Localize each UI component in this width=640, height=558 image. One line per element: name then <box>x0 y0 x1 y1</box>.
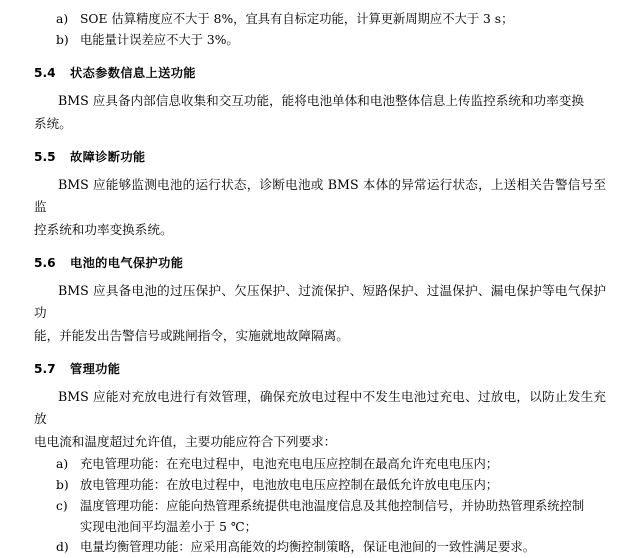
section-title: 管理功能 <box>70 362 121 377</box>
section-paragraph: 电电流和温度超过允许值，主要功能应符合下列要求： <box>34 434 337 450</box>
section-paragraph: 能，并能发出告警信号或跳闸指令，实施就地故障隔离。 <box>34 328 349 344</box>
list-item-text: 电能量计误差应不大于 3%。 <box>80 32 239 47</box>
top-list <box>34 10 606 51</box>
section-heading-5-7 <box>34 360 606 377</box>
section-paragraph: BMS 应具备内部信息收集和交互功能，能将电池单体和电池整体信息上传监控系统和功率变换 <box>58 92 584 108</box>
list-item-text: SOE 估算精度应不大于 8%，宜具有自标定功能，计算更新周期应不大于 3 s； <box>80 12 514 26</box>
list-item-marker: a) <box>56 457 69 472</box>
section-paragraph: BMS 应具备电池的过压保护、欠压保护、过流保护、短路保护、过温保护、漏电保护等电气保护功 <box>34 283 606 320</box>
section-paragraph: 系统。 <box>34 116 72 132</box>
section-heading-5-4 <box>34 64 606 81</box>
list-item <box>34 538 606 558</box>
list-item <box>34 10 606 30</box>
list-item <box>34 31 606 51</box>
section-5-7-list <box>34 455 606 558</box>
list-item-marker: c) <box>56 498 68 513</box>
section-number: 5.6 <box>34 256 56 271</box>
section-number: 5.7 <box>34 362 56 377</box>
section-title: 电池的电气保护功能 <box>70 256 184 271</box>
section-title: 故障诊断功能 <box>70 150 146 165</box>
list-item <box>34 497 606 517</box>
list-item-marker: d) <box>56 539 69 554</box>
section-number: 5.4 <box>34 65 56 80</box>
list-item-text-continuation: 实现电池间平均温差小于 5 ℃； <box>80 519 257 534</box>
section-paragraph: BMS 应能够监测电池的运行状态，诊断电池或 BMS 本体的异常运行状态，上送相关告警信号至监 <box>34 177 606 214</box>
list-item-marker: b) <box>56 32 69 47</box>
list-item-marker: b) <box>56 477 69 492</box>
list-item-text: 放电管理功能：在放电过程中，电池放电电压应控制在最低允许放电电压内； <box>80 477 499 492</box>
list-item <box>34 455 606 475</box>
section-number: 5.5 <box>34 150 56 165</box>
list-item <box>34 476 606 496</box>
section-title: 状态参数信息上送功能 <box>70 65 196 80</box>
list-item-text: 充电管理功能：在充电过程中，电池充电电压应控制在最高允许充电电压内； <box>80 457 499 472</box>
section-heading-5-5 <box>34 148 606 165</box>
section-paragraph: BMS 应能对充放电进行有效管理，确保充放电过程中不发生电池过充电、过放电，以防止发生充放 <box>34 389 606 426</box>
section-heading-5-6 <box>34 254 606 271</box>
section-paragraph: 控系统和功率变换系统。 <box>34 222 173 238</box>
list-item-text: 温度管理功能：应能向热管理系统提供电池温度信息及其他控制信号，并协助热管理系统控制 <box>80 498 585 513</box>
list-item-text: 电量均衡管理功能：应采用高能效的均衡控制策略，保证电池间的一致性满足要求。 <box>80 539 535 554</box>
list-item-marker: a) <box>56 12 69 26</box>
